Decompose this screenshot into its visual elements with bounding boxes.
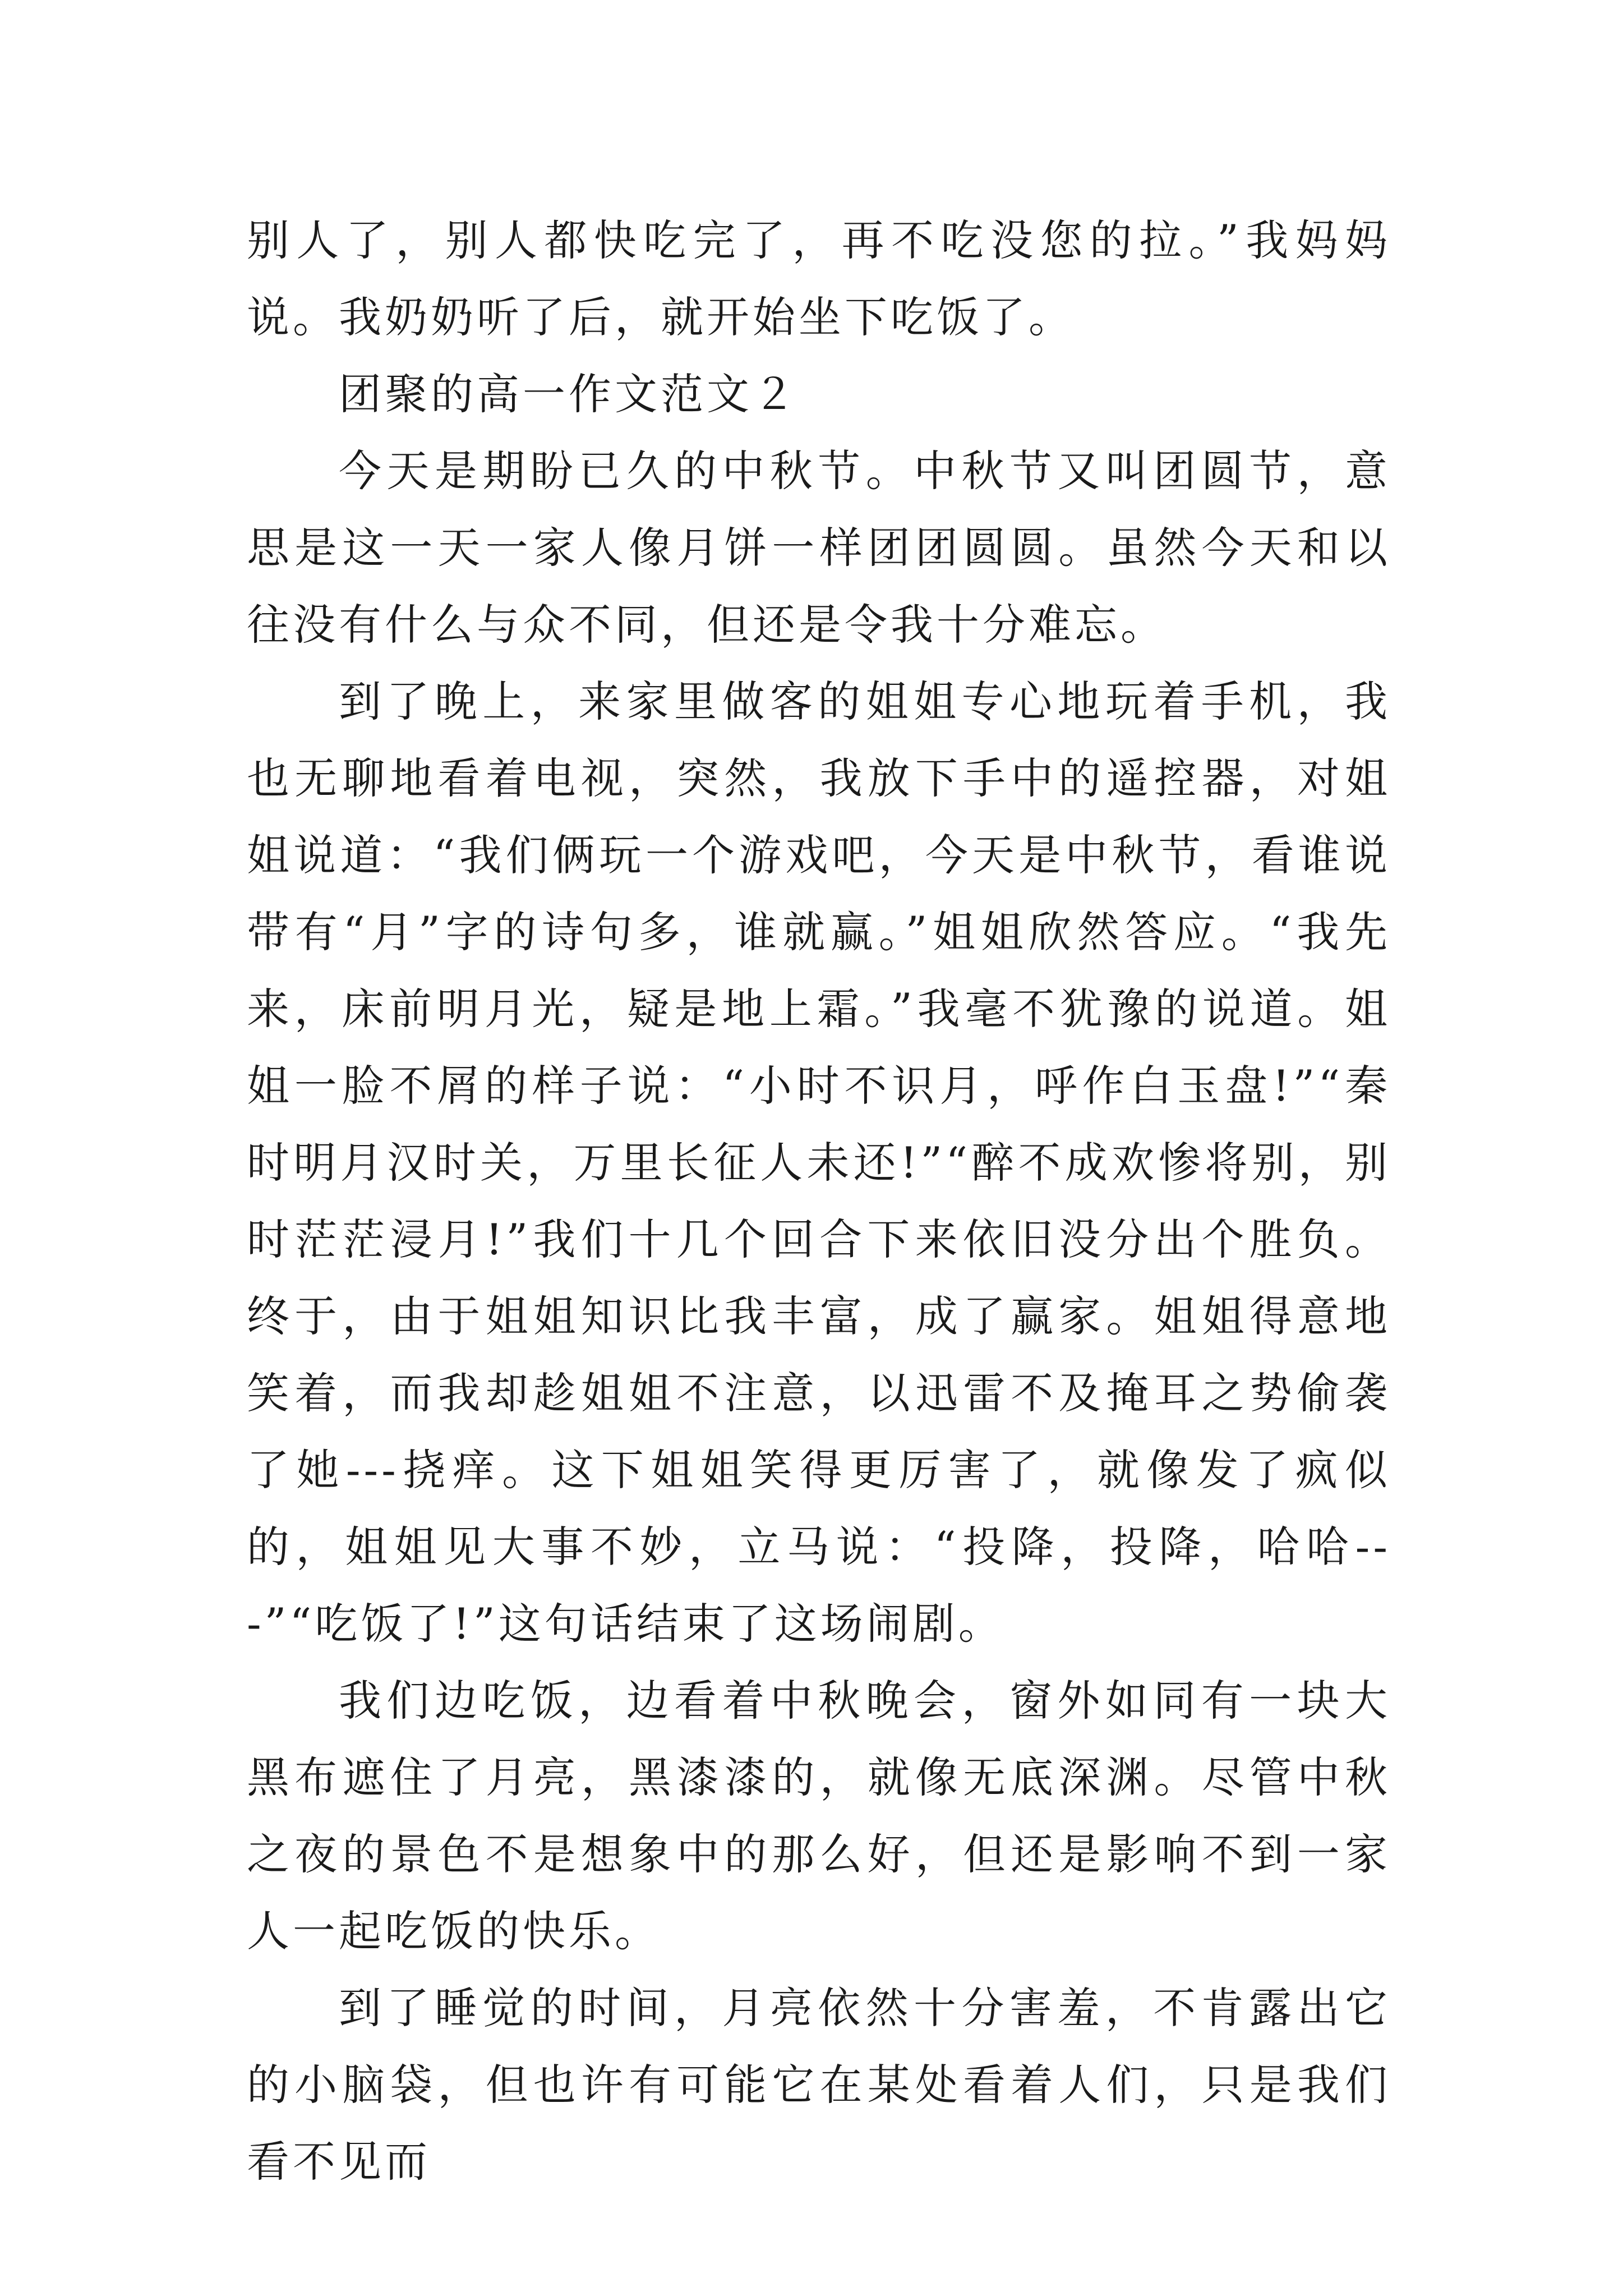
paragraph-continuation: 别人了，别人都快吃完了，再不吃没您的拉。”我妈妈说。我奶奶听了后，就开始坐下吃饭了。 <box>247 215 1391 342</box>
paragraph-dinner: 我们边吃饭，边看着中秋晚会，窗外如同有一块大黑布遮住了月亮，黑漆漆的，就像无底深渊。尽管中秋之夜的景色不是想象中的那么好，但还是影响不到一家人一起吃饭的快乐。 <box>247 1676 1391 1956</box>
paragraph-game: 到了晚上，来家里做客的姐姐专心地玩着手机，我也无聊地看着电视，突然，我放下手中的遥控器，对姐姐说道：“我们俩玩一个游戏吧，今天是中秋节，看谁说带有“月”字的诗句多，谁就赢。”姐姐欣然答应。“我先来，床前明月光，疑是地上霜。”我毫不犹豫的说道。姐姐一脸不屑的样子说：“小时不识月，呼作白玉盘!”“秦时明月汉时关，万里长征人未还!”“醉不成欢惨将别，别时茫茫浸月!”我们十几个回合下来依旧没分出个胜负。终于，由于姐姐知识比我丰富，成了赢家。姐姐得意地笑着，而我却趁姐姐不注意，以迅雷不及掩耳之势偷袭了她---挠痒。这下姐姐笑得更厉害了，就像发了疯似的，姐姐见大事不妙，立马说：“投降，投降，哈哈---”“吃饭了!”这句话结束了这场闹剧。 <box>247 677 1391 1649</box>
essay-subtitle: 团聚的高一作文范文２ <box>339 369 799 419</box>
essay-body <box>247 202 1391 2200</box>
paragraph-intro: 今天是期盼已久的中秋节。中秋节又叫团圆节，意思是这一天一家人像月饼一样团团圆圆。虽然今天和以往没有什么与众不同，但还是令我十分难忘。 <box>247 446 1391 650</box>
paragraph-bedtime: 到了睡觉的时间，月亮依然十分害羞，不肯露出它的小脑袋，但也许有可能它在某处看着人们，只是我们看不见而 <box>247 1983 1391 2187</box>
